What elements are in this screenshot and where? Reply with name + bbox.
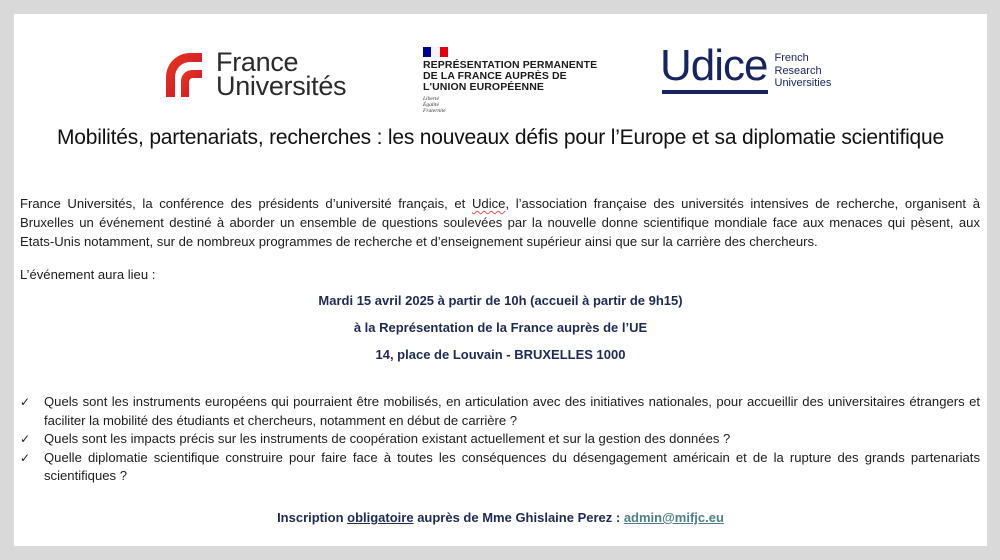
inscription-prefix: Inscription bbox=[277, 510, 348, 525]
rp-line2: DE LA FRANCE AUPRÈS DE bbox=[423, 70, 567, 82]
checkmark-icon: ✓ bbox=[20, 432, 31, 446]
rp-line3: L'UNION EUROPÉENNE bbox=[423, 81, 544, 93]
list-item bbox=[20, 393, 980, 430]
fu-line1: France bbox=[216, 47, 299, 77]
event-venue: à la Représentation de la France auprès de l’UE bbox=[353, 320, 648, 335]
checkmark-icon: ✓ bbox=[20, 450, 31, 465]
udice-sub1: French bbox=[774, 52, 809, 64]
document-page bbox=[14, 14, 987, 546]
french-flag-icon bbox=[423, 47, 448, 57]
france-universites-logo bbox=[164, 47, 347, 101]
inscription-line bbox=[14, 510, 987, 525]
email-link[interactable]: admin@mifjc.eu bbox=[623, 510, 724, 525]
france-universites-arc-icon bbox=[164, 51, 210, 97]
udice-mention: Udice bbox=[471, 196, 506, 211]
event-date: Mardi 15 avril 2025 à partir de 10h (accueil à partir de 9h15) bbox=[318, 293, 683, 308]
intro-paragraph bbox=[20, 194, 980, 251]
event-address: 14, place de Louvain - BRUXELLES 1000 bbox=[375, 347, 626, 362]
question-text: Quels sont les instruments européens qui pourraient être mobilisés, en articulation avec des initiatives nationales, pour accueillir des universitaires étrangers et faciliter la mobilité des étudiants et chercheurs, notamment en début de carrière ? bbox=[44, 394, 980, 428]
udice-sub2: Research bbox=[774, 64, 822, 77]
page-title: Mobilités, partenariats, recherches : les nouveaux défis pour l’Europe et sa diplomatie scientifique bbox=[57, 126, 944, 149]
udice-underline bbox=[662, 90, 768, 94]
motto-liberte: Liberté bbox=[423, 96, 439, 102]
lieu-label: L’événement aura lieu : bbox=[20, 267, 156, 282]
motto-fraternite: Fraternité bbox=[423, 108, 446, 114]
list-item bbox=[20, 430, 980, 449]
udice-wordmark: Udice bbox=[660, 41, 768, 90]
representation-logo bbox=[423, 47, 597, 114]
checkmark-icon: ✓ bbox=[20, 395, 31, 409]
questions-list bbox=[20, 393, 980, 486]
obligatoire-text: obligatoire bbox=[347, 510, 414, 525]
udice-sub3: Universities bbox=[774, 77, 832, 89]
rp-line1: REPRÉSENTATION PERMANENTE bbox=[423, 59, 598, 71]
intro-text-2: , l’association française des universités intensives de recherche, organisent à Bruxelles un événement destiné à aborder un ensemble de questions soulevées par la nouvelle donne scientifique mondiale face aux menaces qui pèsent, aux Etats-Unis notamment, sur de nombreux programmes de recherche et d’enseignement supérieur ainsi que sur la carrière des chercheurs. bbox=[20, 196, 980, 249]
question-text: Quels sont les impacts précis sur les instruments de coopération existant actuellement et sur la gestion des données ? bbox=[44, 431, 731, 446]
question-text: Quelle diplomatie scientifique construire pour faire face à toutes les conséquences du désengagement américain et de la rupture des grands partenariats scientifiques ? bbox=[44, 449, 980, 483]
motto-egalite: Égalité bbox=[423, 102, 439, 108]
inscription-contact: auprès de Mme Ghislaine Perez : bbox=[413, 510, 624, 525]
intro-text-1: France Universités, la conférence des présidents d’université français, et bbox=[20, 196, 472, 211]
list-item bbox=[20, 449, 980, 486]
udice-logo bbox=[660, 41, 832, 94]
fu-line2: Universités bbox=[216, 71, 347, 101]
